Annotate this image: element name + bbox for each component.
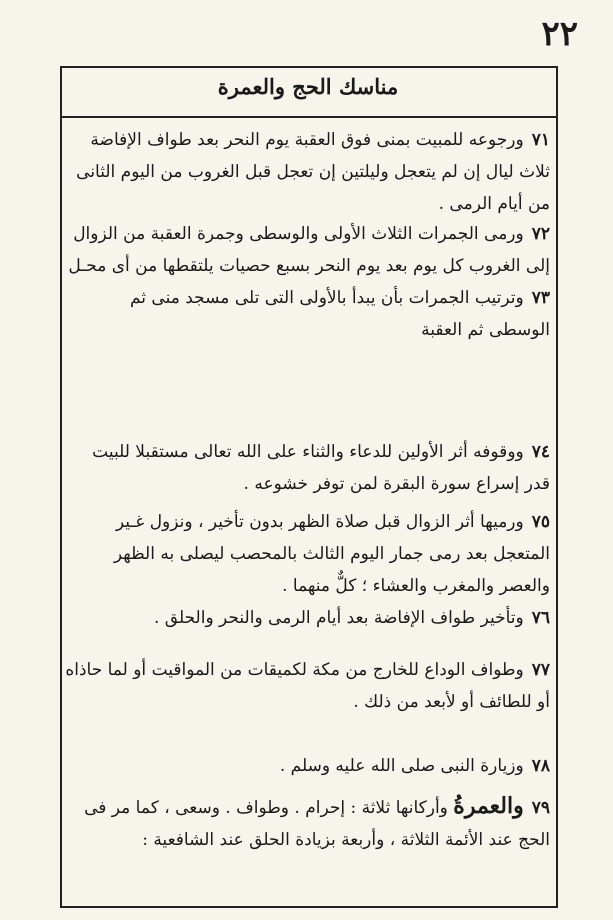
running-head: مناسك الحج والعمرة [217,74,399,99]
entry-number: ٧٥ [531,512,550,532]
entry-number: ٧٣ [531,288,550,308]
entry-text: وتأخير طواف الإفاضة بعد أيام الرمى والنحر والحلق . [153,608,524,628]
entry-text: وزيارة النبى صلى الله عليه وسلم . [279,756,524,776]
page-number: ٢٢ [541,14,578,54]
entry-text: ووقوفه أثر الأولين للدعاء والثناء على الله تعالى مستقبلا للبيت قدر إسراع سورة البقرة لمن توفر خشوعه . [92,442,550,494]
entry-number: ٧٩ [531,798,550,818]
entry-text: ورميها أثر الزوال قبل صلاة الظهر بدون تأخير ، ونزول غـير المتعجل بعد رمى جمار اليوم الثالث بالمحصب ليصلى به الظهر والعصر والمغرب والعشاء ؛ كلٌّ منهما . [113,512,550,596]
entry-text: ورجوعه للمبيت بمنى فوق العقبة يوم النحر بعد طواف الإفاضة ثلاث ليال إن لم يتعجل وليلتين إن تعجل قبل الغروب من اليوم الثانى من أيام الرمى . [76,130,550,214]
entry-76 [64,602,550,634]
header-rule [60,116,556,118]
entry-text: وأركانها ثلاثة : إحرام . وطواف . وسعى ، كما مر فى الحج عند الأئمة الثلاثة ، وأربعة بزيادة الحلق عند الشافعية : [84,798,550,850]
entry-text: وطواف الوداع للخارج من مكة لكميقات من المواقيت أو لما حاذاه أو للطائف أو لأبعد من ذلك . [65,660,550,712]
entry-79 [64,790,550,856]
entry-number: ٧٢ [531,224,550,244]
entry-73 [64,282,550,346]
entry-number: ٧٤ [531,442,550,462]
entry-71 [64,124,550,220]
entry-72 [64,218,550,282]
entry-number: ٧٧ [531,660,550,680]
entry-number: ٧٨ [531,756,550,776]
entry-lead-word: والعمرةُ [453,793,524,819]
entry-77 [64,654,550,718]
entry-text: ورمى الجمرات الثلاث الأولى والوسطى وجمرة العقبة من الزوال إلى الغروب كل يوم بعد يوم النحر بسبع حصيات يلتقطها من أى محـل [68,224,550,276]
entry-text: وترتيب الجمرات بأن يبدأ بالأولى التى تلى مسجد منى ثم الوسطى ثم العقبة [129,288,550,340]
entry-75 [64,506,550,602]
entry-number: ٧٦ [531,608,550,628]
entry-74 [64,436,550,500]
entry-number: ٧١ [531,130,550,150]
entry-78 [64,750,550,782]
